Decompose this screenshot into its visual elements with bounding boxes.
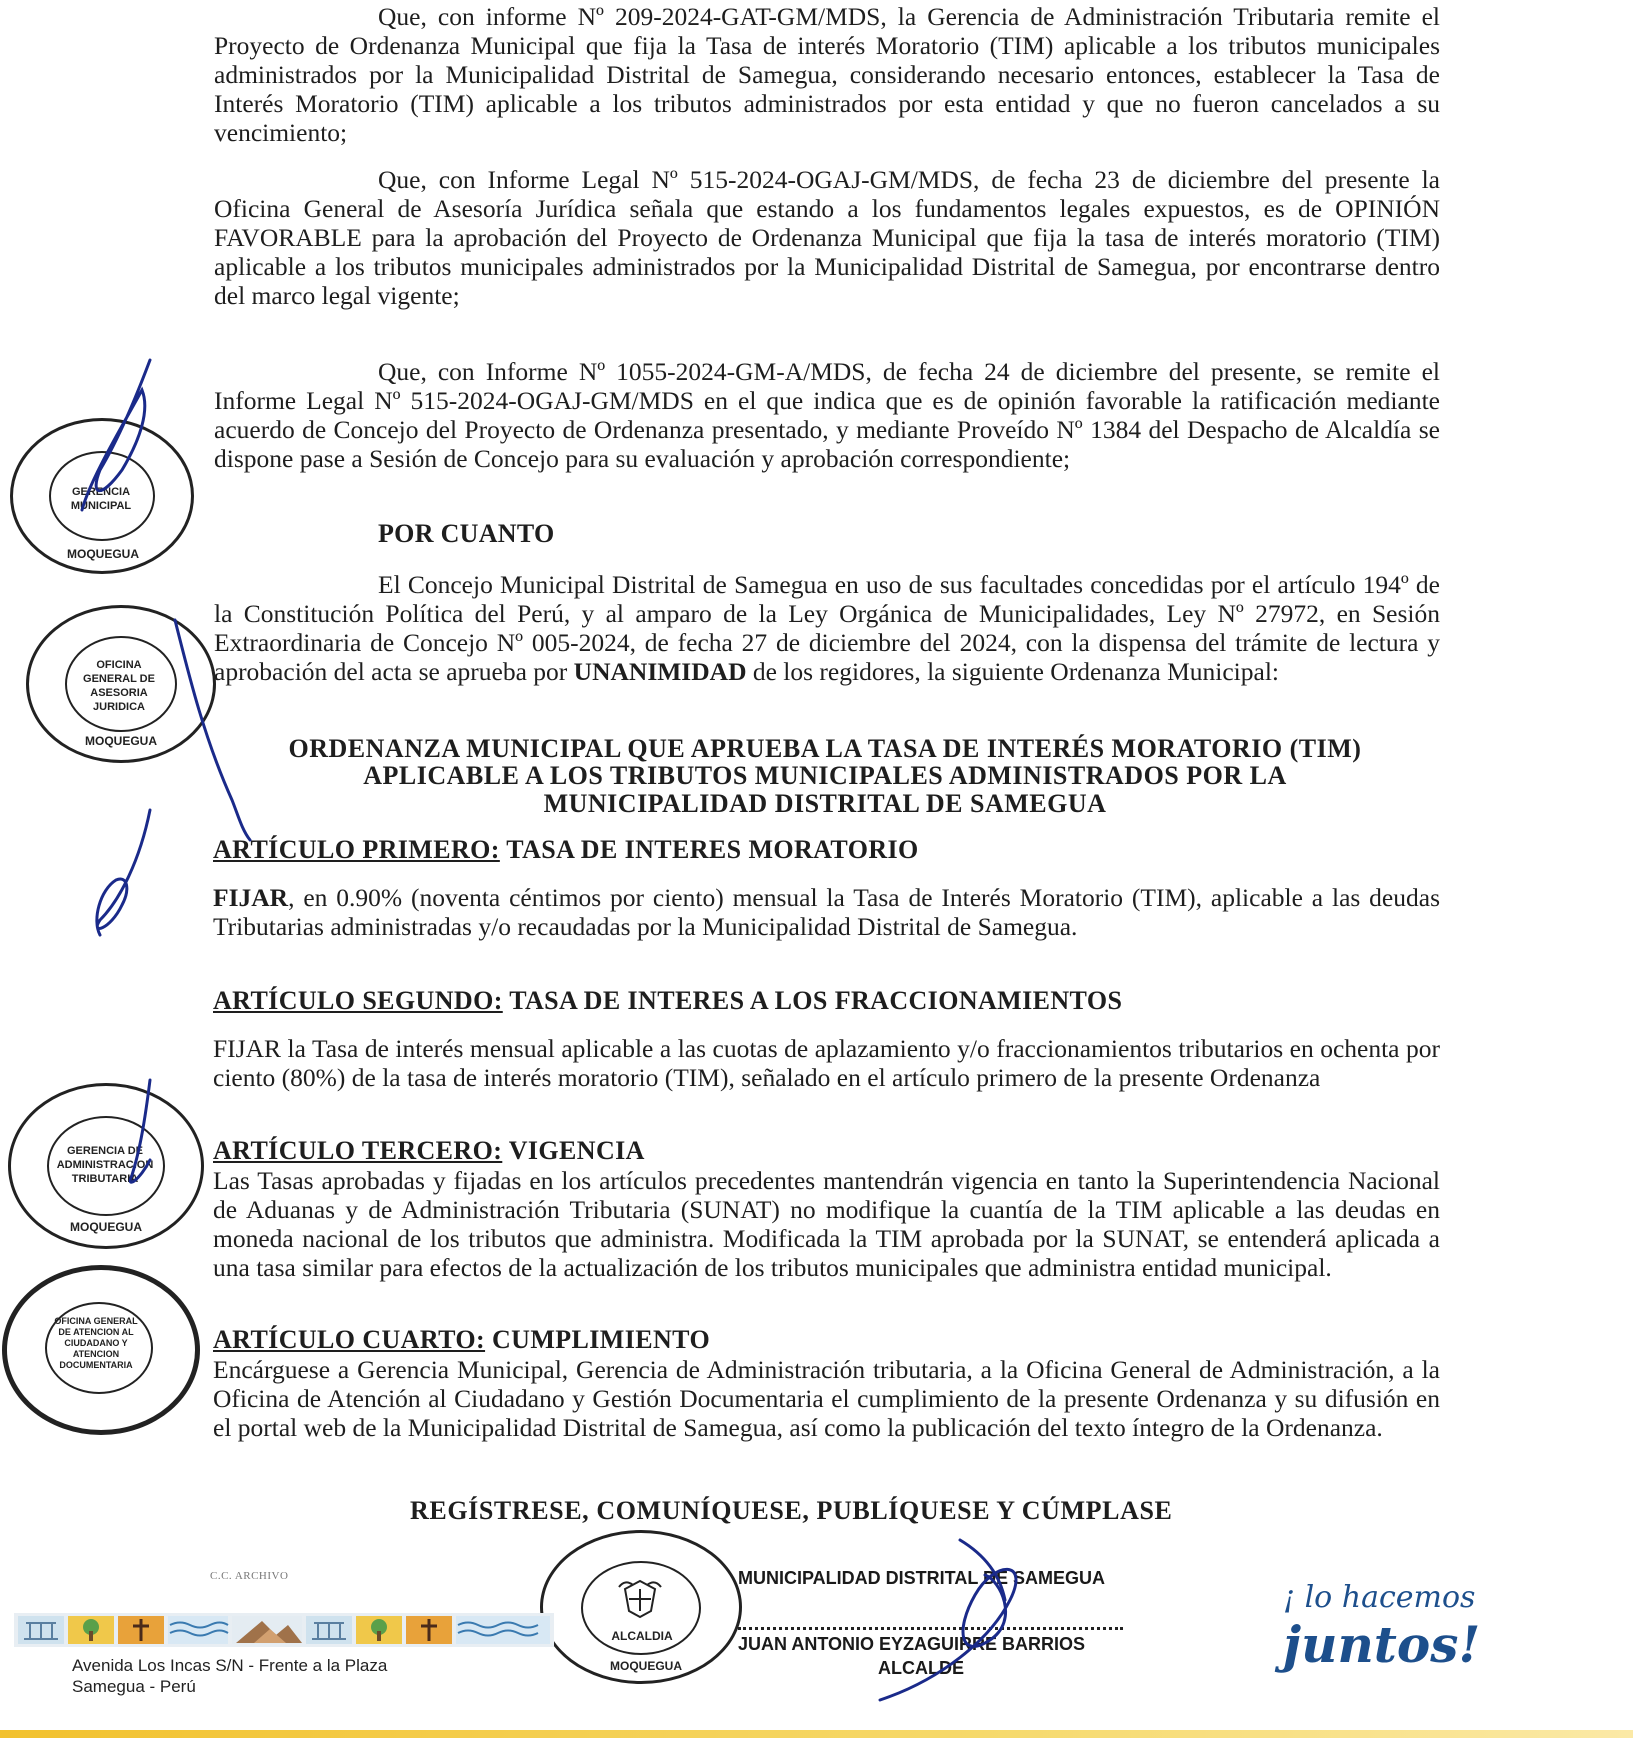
closing-formula: REGÍSTRESE, COMUNÍQUESE, PUBLÍQUESE Y CÚMPLASE: [410, 1496, 1173, 1525]
waves-icon: [168, 1616, 228, 1644]
paragraph-concejo-tail: de los regidores, la siguiente Ordenanza Municipal:: [746, 657, 1279, 686]
article-4-label: ARTÍCULO CUARTO:: [213, 1325, 486, 1354]
footer-color-bar: [0, 1730, 1633, 1738]
signature-mark-3: [97, 810, 150, 935]
tree-icon: [68, 1616, 114, 1644]
temple-icon: [18, 1616, 64, 1644]
paragraph-informe-gat: Que, con informe Nº 209-2024-GAT-GM/MDS, la Gerencia de Administración Tributaria remite el Proyecto de Ordenanza Municipal que fija la Tasa de interés Moratorio (TIM) aplicable a los tributos municipales administrados por la Municipalidad Distrital de Samegua, considerando necesario entonces, establecer la Tasa de Interés Moratorio (TIM) aplicable a los tributos administrados por esta entidad y que no fueron cancelados a su vencimiento;: [214, 2, 1440, 147]
stamp-gerencia-municipal-center: GERENCIA MUNICIPAL: [70, 486, 132, 512]
waves-icon: [456, 1616, 550, 1644]
article-1-title: TASA DE INTERES MORATORIO: [499, 835, 919, 864]
article-4-title: CUMPLIMIENTO: [485, 1325, 711, 1354]
cross-icon: [118, 1616, 164, 1644]
article-2-title: TASA DE INTERES A LOS FRACCIONAMIENTOS: [502, 986, 1123, 1015]
cc-archive: C.C. ARCHIVO: [210, 1570, 289, 1582]
signature-name: JUAN ANTONIO EYZAGUIRRE BARRIOS: [738, 1634, 1086, 1654]
cross-icon: [406, 1616, 452, 1644]
article-2-label: ARTÍCULO SEGUNDO:: [213, 986, 503, 1015]
tree-icon: [356, 1616, 402, 1644]
signature-role: ALCALDE: [878, 1658, 964, 1678]
ordinance-title-line-2: APLICABLE A LOS TRIBUTOS MUNICIPALES ADMINISTRADOS POR LA: [363, 761, 1287, 790]
stamp-gerencia-municipal-bottom: MOQUEGUA: [67, 547, 139, 561]
footer-address-line-1: Avenida Los Incas S/N - Frente a la Plaza: [72, 1656, 388, 1675]
paragraph-informe-legal: Que, con Informe Legal Nº 515-2024-OGAJ-GM/MDS, de fecha 23 de diciembre del presente la Oficina General de Asesoría Jurídica señala que estando a los fundamentos legales expuestos, es de OPINIÓN FAVORABLE para la aprobación del Proyecto de Ordenanza Municipal que fija la tasa de interés moratorio (TIM) aplicable a los tributos municipales administrados por la Municipalidad Distrital de Samegua, por encontrarse dentro del marco legal vigente;: [214, 165, 1440, 310]
signature-office: MUNICIPALIDAD DISTRITAL DE SAMEGUA: [738, 1568, 1105, 1588]
article-3-body: Las Tasas aprobadas y fijadas en los artículos precedentes mantendrán vigencia en tanto la Superintendencia Nacional de Aduanas y de Administración Tributaria (SUNAT) no modifique la cuantía de la TIM aplicable a las deudas en moneda nacional de los tributos que administra. Modificada la TIM aprobada por la SUNAT, se entenderá aplicada a una tasa similar para efectos de la actualización de los tributos municipales que administra entidad municipal.: [213, 1166, 1440, 1282]
ordinance-title-line-1: ORDENANZA MUNICIPAL QUE APRUEBA LA TASA DE INTERÉS MORATORIO (TIM): [288, 734, 1362, 763]
signature-mark-2: [175, 620, 250, 840]
stamp-administracion-tributaria-bottom: MOQUEGUA: [70, 1220, 142, 1234]
signature-mark-4: [130, 1080, 150, 1182]
article-4-body: Encárguese a Gerencia Municipal, Gerencia de Administración tributaria, a la Oficina General de Administración, a la Oficina de Atención al Ciudadano y Gestión Documentaria el cumplimiento de la presente Ordenanza y su difusión en el portal web de la Municipalidad Distrital de Samegua, así como la publicación del texto íntegro de la Ordenanza.: [213, 1355, 1440, 1442]
paragraph-informe-gm: Que, con Informe Nº 1055-2024-GM-A/MDS, de fecha 24 de diciembre del presente, se remite el Informe Legal Nº 515-2024-OGAJ-GM/MDS en el que indica que es de opinión favorable la ratificación mediante acuerdo de Concejo del Proyecto de Ordenanza presentado, y mediante Proveído Nº 1384 del Despacho de Alcaldía se dispone pase a Sesión de Concejo para su evaluación y aprobación correspondiente;: [214, 357, 1440, 473]
stamp-alcaldia-bottom: MOQUEGUA: [610, 1659, 682, 1673]
unanimidad-text: UNANIMIDAD: [573, 657, 747, 686]
footer-decorative-strip: [14, 1613, 554, 1647]
article-3-title: VIGENCIA: [502, 1136, 645, 1165]
por-cuanto-heading: POR CUANTO: [378, 519, 555, 548]
article-1-text: , en 0.90% (noventa céntimos por ciento) mensual la Tasa de Interés Moratorio (TIM), aplicable a las deudas Tributarias administradas y/o recaudadas por la Municipalidad Distrital de Samegua.: [213, 883, 1440, 941]
article-1-label: ARTÍCULO PRIMERO:: [213, 835, 500, 864]
temple-icon: [306, 1616, 352, 1644]
footer-address-line-2: Samegua - Perú: [72, 1677, 196, 1696]
stamp-asesoria-juridica-center: OFICINA GENERAL DE ASESORIA JURIDICA: [83, 659, 155, 713]
slogan-big: juntos!: [1283, 1615, 1481, 1674]
article-1-lead: FIJAR: [213, 883, 289, 912]
slogan-small: ¡ lo hacemos: [1283, 1580, 1476, 1615]
article-2-text: la Tasa de interés mensual aplicable a las cuotas de aplazamiento y/o fraccionamientos tributarios en ochenta por ciento (80%) de la tasa de interés moratorio (TIM), señalado en el artículo primero de la presente Ordenanza: [213, 1034, 1440, 1092]
stamp-alcaldia-center: ALCALDIA: [611, 1629, 673, 1643]
stamp-asesoria-juridica-bottom: MOQUEGUA: [85, 734, 157, 748]
footer-address: [72, 1655, 387, 1697]
stamp-atencion-ciudadano-center: OFICINA GENERAL DE ATENCION AL CIUDADANO Y ATENCION DOCUMENTARIA: [54, 1316, 138, 1370]
stamp-administracion-tributaria-center: GERENCIA DE ADMINISTRACION TRIBUTARIA: [56, 1145, 154, 1185]
article-2-lead: FIJAR: [213, 1034, 282, 1063]
article-3-label: ARTÍCULO TERCERO:: [213, 1136, 503, 1165]
signature-mark-mayor: [880, 1569, 1016, 1700]
ordinance-title-line-3: MUNICIPALIDAD DISTRITAL DE SAMEGUA: [543, 789, 1107, 818]
mountain-icon: [232, 1616, 302, 1644]
paragraph-concejo-text: El Concejo Municipal Distrital de Samegua en uso de sus facultades concedidas por el artículo 194º de la Constitución Política del Perú, y al amparo de la Ley Orgánica de Municipalidades, Ley Nº 27972, en Sesión Extraordinaria de Concejo Nº 005-2024, de fecha 27 de diciembre del 2024, con la dispensa del trámite de lectura y aprobación del acta se aprueba por: [214, 570, 1440, 686]
slogan: [1283, 1580, 1633, 1674]
signature-mark-1: [82, 360, 150, 510]
